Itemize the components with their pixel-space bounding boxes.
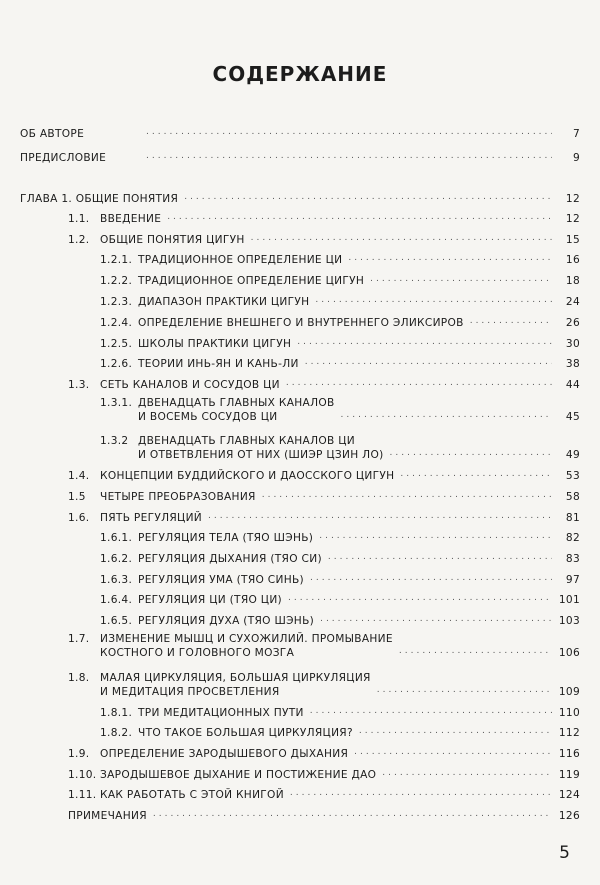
toc-entry-number: 1.10. xyxy=(68,769,97,781)
leader-dots xyxy=(146,149,552,163)
leader-dots xyxy=(305,355,552,369)
toc-entry-page: 7 xyxy=(572,128,580,140)
leader-dots xyxy=(320,612,552,626)
toc-entry-label: ДВЕНАДЦАТЬ ГЛАВНЫХ КАНАЛОВ xyxy=(138,397,335,409)
toc-entry-number: 1.8. xyxy=(68,672,90,684)
toc-entry-label-line2: КОСТНОГО И ГОЛОВНОГО МОЗГА xyxy=(100,647,295,659)
toc-entry-label: ПРЕДИСЛОВИЕ xyxy=(20,152,107,164)
toc-entry[interactable] xyxy=(100,550,582,566)
toc-entry-number: 1.3.2 xyxy=(100,435,129,447)
toc-entry-label: МАЛАЯ ЦИРКУЛЯЦИЯ, БОЛЬШАЯ ЦИРКУЛЯЦИЯ xyxy=(100,672,371,684)
toc-entry[interactable] xyxy=(100,335,582,351)
toc-entry-label: ДИАПАЗОН ПРАКТИКИ ЦИГУН xyxy=(138,296,310,308)
toc-entry-number: 1.5 xyxy=(68,491,86,503)
leader-dots xyxy=(146,125,552,139)
toc-entry-page: 24 xyxy=(565,296,580,308)
toc-entry-number: 1.2.6. xyxy=(100,358,133,370)
toc-entry-label: РЕГУЛЯЦИЯ УМА (ТЯО СИНЬ) xyxy=(138,574,304,586)
toc-entry-number: 1.9. xyxy=(68,748,90,760)
toc-entry-number: 1.8.2. xyxy=(100,727,133,739)
toc-entry-page: 112 xyxy=(558,727,580,739)
toc-entry[interactable] xyxy=(100,591,582,607)
toc-entry-page: 124 xyxy=(558,789,580,801)
toc-entry-label: РЕГУЛЯЦИЯ ДЫХАНИЯ (ТЯО СИ) xyxy=(138,553,322,565)
toc-entry[interactable] xyxy=(100,272,582,288)
toc-entry-preface[interactable] xyxy=(20,149,582,165)
toc-entry-label: ЗАРОДЫШЕВОЕ ДЫХАНИЕ И ПОСТИЖЕНИЕ ДАО xyxy=(100,769,377,781)
toc-entry-page: 82 xyxy=(565,532,580,544)
leader-dots xyxy=(348,251,552,265)
toc-entry-number: 1.2.2. xyxy=(100,275,133,287)
toc-entry-number: 1.6.2. xyxy=(100,553,133,565)
toc-entry-label: ШКОЛЫ ПРАКТИКИ ЦИГУН xyxy=(138,338,292,350)
toc-entry-chapter-1[interactable] xyxy=(20,190,582,206)
toc-entry-label: ЧТО ТАКОЕ БОЛЬШАЯ ЦИРКУЛЯЦИЯ? xyxy=(138,727,353,739)
toc-entry[interactable] xyxy=(100,314,582,330)
toc-entry[interactable] xyxy=(100,704,582,720)
toc-entry-page: 119 xyxy=(558,769,580,781)
toc-entry-page: 16 xyxy=(565,254,580,266)
toc-entry[interactable] xyxy=(100,571,582,587)
leader-dots xyxy=(359,724,552,738)
toc-entry[interactable] xyxy=(68,786,582,802)
toc-entry-label-line2: И ВОСЕМЬ СОСУДОВ ЦИ xyxy=(138,411,278,423)
page-number: 5 xyxy=(559,843,570,863)
toc-entry-number: 1.6.1. xyxy=(100,532,133,544)
toc-entry-number: 1.6.3. xyxy=(100,574,133,586)
toc-entry-number: 1.1. xyxy=(68,213,90,225)
toc-entry-label: ТРАДИЦИОННОЕ ОПРЕДЕЛЕНИЕ ЦИ xyxy=(138,254,343,266)
toc-entry-page: 58 xyxy=(565,491,580,503)
toc-entry-page: 97 xyxy=(565,574,580,586)
toc-entry[interactable] xyxy=(68,766,582,782)
toc-entry[interactable] xyxy=(100,724,582,740)
leader-dots xyxy=(341,408,552,422)
toc-entry-number: 1.2.1. xyxy=(100,254,133,266)
leader-dots xyxy=(310,571,552,585)
leader-dots xyxy=(310,704,552,718)
toc-entry-page: 15 xyxy=(565,234,580,246)
toc-entry-label: КОНЦЕПЦИИ БУДДИЙСКОГО И ДАОССКОГО ЦИГУН xyxy=(100,470,395,482)
toc-entry-label: ДВЕНАДЦАТЬ ГЛАВНЫХ КАНАЛОВ ЦИ xyxy=(138,435,355,447)
toc-entry-label: ОПРЕДЕЛЕНИЕ ЗАРОДЫШЕВОГО ДЫХАНИЯ xyxy=(100,748,349,760)
toc-entry[interactable] xyxy=(100,293,582,309)
toc-entry[interactable] xyxy=(68,467,582,483)
leader-dots xyxy=(470,314,552,328)
toc-entry-label: ОБЩИЕ ПОНЯТИЯ ЦИГУН xyxy=(100,234,245,246)
toc-entry-label: ОБ АВТОРЕ xyxy=(20,128,85,140)
toc-entry-page: 26 xyxy=(565,317,580,329)
leader-dots xyxy=(328,550,552,564)
toc-entry-page: 106 xyxy=(558,647,580,659)
toc-entry[interactable] xyxy=(68,376,582,392)
toc-entry-label: РЕГУЛЯЦИЯ ТЕЛА (ТЯО ШЭНЬ) xyxy=(138,532,314,544)
leader-dots xyxy=(286,376,552,390)
leader-dots xyxy=(382,766,552,780)
toc-entry-page: 38 xyxy=(565,358,580,370)
toc-entry-page: 53 xyxy=(565,470,580,482)
leader-dots xyxy=(377,683,552,697)
toc-entry-label: РЕГУЛЯЦИЯ ЦИ (ТЯО ЦИ) xyxy=(138,594,282,606)
toc-entry-label-line2: И МЕДИТАЦИЯ ПРОСВЕТЛЕНИЯ xyxy=(100,686,280,698)
toc-entry-label: ИЗМЕНЕНИЕ МЫШЦ И СУХОЖИЛИЙ. ПРОМЫВАНИЕ xyxy=(100,633,393,645)
toc-entry-page: 12 xyxy=(565,193,580,205)
leader-dots xyxy=(390,446,552,460)
toc-entry-page: 9 xyxy=(572,152,580,164)
toc-entry[interactable] xyxy=(100,612,582,628)
toc-entry-page: 126 xyxy=(558,810,580,822)
toc-entry[interactable] xyxy=(68,671,582,699)
leader-dots xyxy=(315,293,552,307)
toc-entry-label: РЕГУЛЯЦИЯ ДУХА (ТЯО ШЭНЬ) xyxy=(138,615,315,627)
toc-entry-page: 81 xyxy=(565,512,580,524)
toc-entry-number: 1.11. xyxy=(68,789,97,801)
toc-entry[interactable] xyxy=(68,210,582,226)
leader-dots xyxy=(262,488,552,502)
toc-entry[interactable] xyxy=(100,529,582,545)
toc-entry-label: ПЯТЬ РЕГУЛЯЦИЙ xyxy=(100,512,203,524)
toc-entry-label: ТРАДИЦИОННОЕ ОПРЕДЕЛЕНИЕ ЦИГУН xyxy=(138,275,365,287)
toc-entry-label-line2: И ОТВЕТВЛЕНИЯ ОТ НИХ (ШИЭР ЦЗИН ЛО) xyxy=(138,449,384,461)
toc-entry[interactable] xyxy=(68,745,582,761)
page-title: СОДЕРЖАНИЕ xyxy=(212,62,388,86)
toc-entry-page: 30 xyxy=(565,338,580,350)
toc-entry-label: СЕТЬ КАНАЛОВ И СОСУДОВ ЦИ xyxy=(100,379,280,391)
leader-dots xyxy=(153,807,552,821)
toc-entry[interactable] xyxy=(68,488,582,504)
toc-entry-page: 45 xyxy=(565,411,580,423)
toc-entry[interactable] xyxy=(100,355,582,371)
leader-dots xyxy=(251,231,552,245)
toc-entry-number: 1.3. xyxy=(68,379,90,391)
toc-entry-number: 1.4. xyxy=(68,470,90,482)
toc-entry-page: 101 xyxy=(558,594,580,606)
leader-dots xyxy=(167,210,552,224)
toc-entry-label: ПРИМЕЧАНИЯ xyxy=(68,810,147,822)
toc-entry-page: 12 xyxy=(565,213,580,225)
leader-dots xyxy=(400,467,552,481)
toc-entry-page: 103 xyxy=(558,615,580,627)
toc-entry-number: 1.2.5. xyxy=(100,338,133,350)
toc-entry-label: ТРИ МЕДИТАЦИОННЫХ ПУТИ xyxy=(138,707,304,719)
toc-entry-number: 1.6.4. xyxy=(100,594,133,606)
toc-entry-label: ВВЕДЕНИЕ xyxy=(100,213,162,225)
leader-dots xyxy=(184,190,552,204)
toc-entry-number: 1.2.3. xyxy=(100,296,133,308)
toc-entry-label: КАК РАБОТАТЬ С ЭТОЙ КНИГОЙ xyxy=(100,789,284,801)
leader-dots xyxy=(319,529,552,543)
toc-entry-page: 83 xyxy=(565,553,580,565)
toc-entry-label: ГЛАВА 1. ОБЩИЕ ПОНЯТИЯ xyxy=(20,193,179,205)
leader-dots xyxy=(208,509,552,523)
toc-entry[interactable] xyxy=(68,231,582,247)
toc-entry[interactable] xyxy=(100,251,582,267)
toc-entry-number: 1.6. xyxy=(68,512,90,524)
leader-dots xyxy=(399,644,552,658)
toc-entry-page: 49 xyxy=(565,449,580,461)
toc-entry-label: ТЕОРИИ ИНЬ-ЯН И КАНЬ-ЛИ xyxy=(138,358,299,370)
toc-entry[interactable] xyxy=(68,509,582,525)
toc-entry-page: 110 xyxy=(558,707,580,719)
toc-entry[interactable] xyxy=(100,396,582,424)
leader-dots xyxy=(370,272,552,286)
toc-entry-about-author[interactable] xyxy=(20,125,582,141)
leader-dots xyxy=(288,591,552,605)
toc-entry-number: 1.3.1. xyxy=(100,397,133,409)
leader-dots xyxy=(290,786,552,800)
toc-entry-page: 18 xyxy=(565,275,580,287)
toc-entry-number: 1.8.1. xyxy=(100,707,133,719)
leader-dots xyxy=(354,745,552,759)
toc-entry-number: 1.2. xyxy=(68,234,90,246)
toc-entry-page: 116 xyxy=(558,748,580,760)
toc-entry[interactable] xyxy=(68,632,582,660)
toc-entry-number: 1.2.4. xyxy=(100,317,133,329)
toc-entry-label: ОПРЕДЕЛЕНИЕ ВНЕШНЕГО И ВНУТРЕННЕГО ЭЛИКСИРОВ xyxy=(138,317,464,329)
leader-dots xyxy=(297,335,552,349)
toc-entry-number: 1.7. xyxy=(68,633,90,645)
toc-entry-notes[interactable] xyxy=(68,807,582,823)
toc-entry-label: ЧЕТЫРЕ ПРЕОБРАЗОВАНИЯ xyxy=(100,491,256,503)
toc-entry-page: 109 xyxy=(558,686,580,698)
toc-entry[interactable] xyxy=(100,434,582,462)
toc-entry-number: 1.6.5. xyxy=(100,615,133,627)
toc-entry-page: 44 xyxy=(565,379,580,391)
